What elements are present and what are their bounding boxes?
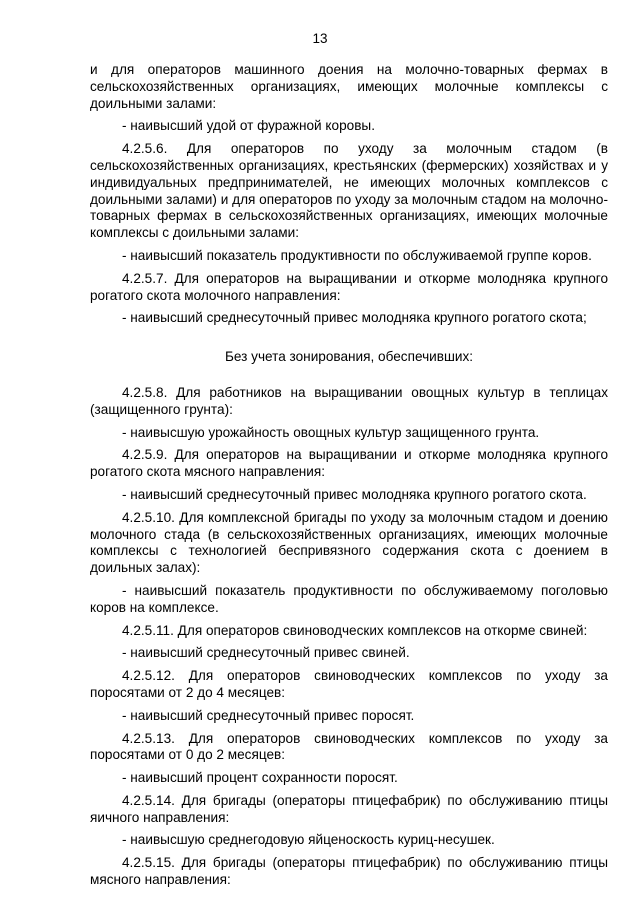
paragraph-clause-4-2-5-13: 4.2.5.13. Для операторов свиноводческих комплексов по уходу за поросятами от 0 до 2 месяцев: [90,730,608,763]
paragraph-criterion: - наивысший процент сохранности поросят. [122,770,398,786]
section-heading: Без учета зонирования, обеспечивших: [224,349,474,365]
paragraph-criterion: - наивысшую урожайность овощных культур защищенного грунта. [122,424,540,440]
paragraph-clause-4-2-5-14: 4.2.5.14. Для бригады (операторы птицефабрик) по обслуживанию птицы яичного направления: [90,792,608,825]
paragraph-criterion: - наивысшую среднегодовую яйценоскость куриц-несушек. [122,832,495,848]
paragraph-clause-4-2-5-15: 4.2.5.15. Для бригады (операторы птицефабрик) по обслуживанию птицы мясного направления: [90,855,608,888]
paragraph-criterion: - наивысший показатель продуктивности по обслуживаемой группе коров. [122,247,592,263]
paragraph-clause-4-2-5-12: 4.2.5.12. Для операторов свиноводческих комплексов по уходу за поросятами от 2 до 4 месяцев: [90,668,608,700]
paragraph-criterion: - наивысший среднесуточный привес свиней. [122,645,410,661]
paragraph-clause-4-2-5-9: 4.2.5.9. Для операторов на выращивании и откорме молодняка крупного рогатого скота мясного направления: [90,447,608,480]
paragraph-clause-4-2-5-6: 4.2.5.6. Для операторов по уходу за молочным стадом (в сельскохозяйственных организациях, крестьянских (фермерских) хозяйствах и у индивидуальных предпринимателей, не имеющих молочных комплексов с доильными залами) и для операторов по уходу за молочным стадом на молочно-товарных фермах в сельскохозяйственных организациях, имеющих молочные комплексы с доильными залами: [90,141,608,241]
paragraph-criterion: - наивысший среднесуточный привес молодняка крупного рогатого скота; [122,310,587,326]
paragraph-criterion: - наивысший среднесуточный привес молодняка крупного рогатого скота. [122,486,587,502]
paragraph-clause-4-2-5-8: 4.2.5.8. Для работников на выращивании овощных культур в теплицах (защищенного грунта): [90,384,608,417]
paragraph-criterion: - наивысший среднесуточный привес поросят. [122,707,415,723]
document-body [90,62,608,889]
paragraph-criterion: - наивысший показатель продуктивности по обслуживаемому поголовью коров на комплексе. [90,582,608,615]
page-number: 13 [312,31,328,46]
paragraph-continuation: и для операторов машинного доения на молочно-товарных фермах в сельскохозяйственных организациях, имеющих молочные комплексы с доильными залами: [90,62,608,111]
paragraph-clause-4-2-5-11: 4.2.5.11. Для операторов свиноводческих комплексов на откорме свиней: [122,622,588,638]
paragraph-criterion: - наивысший удой от фуражной коровы. [122,118,375,134]
paragraph-clause-4-2-5-7: 4.2.5.7. Для операторов на выращивании и откорме молодняка крупного рогатого скота молочного направления: [90,270,608,303]
paragraph-clause-4-2-5-10: 4.2.5.10. Для комплексной бригады по уходу за молочным стадом и доению молочного стада (в сельскохозяйственных организациях, имеющих молочные комплексы с технологией беспривязного содержания скота с доением в доильных залах): [90,509,608,576]
